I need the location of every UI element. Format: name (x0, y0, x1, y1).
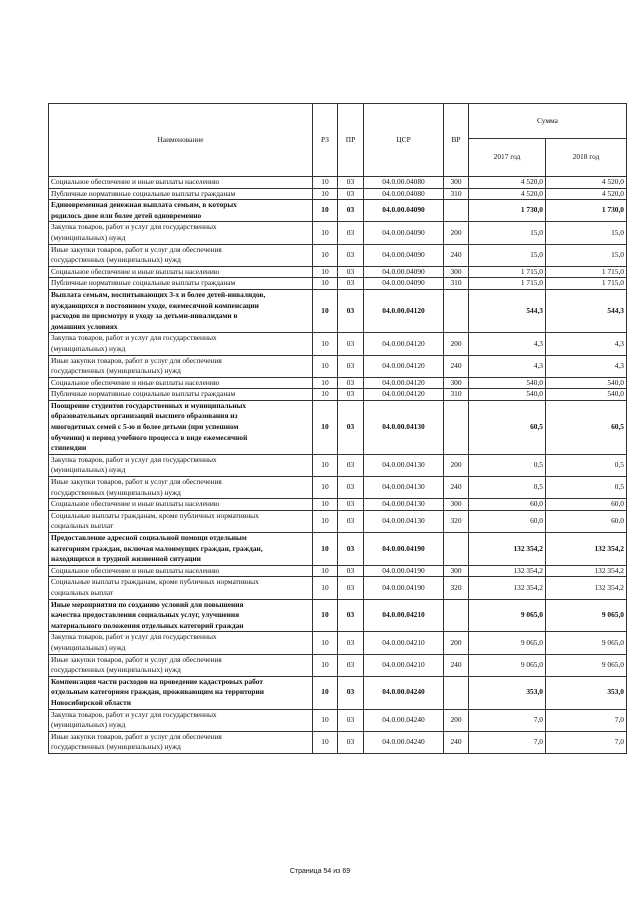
cell-pr: 03 (338, 188, 364, 200)
cell-2018: 15,0 (546, 222, 627, 244)
cell-rz: 10 (313, 289, 338, 332)
cell-vr: 300 (444, 377, 469, 389)
cell-rz: 10 (313, 499, 338, 511)
cell-rz: 10 (313, 389, 338, 401)
table-row (49, 389, 627, 401)
cell-csr: 04.0.00.04120 (364, 333, 444, 355)
cell-2017: 7,0 (469, 709, 546, 731)
cell-2017: 4 520,0 (469, 177, 546, 189)
cell-name: Социальное обеспечение и иные выплаты населению (49, 177, 313, 189)
cell-pr: 03 (338, 244, 364, 266)
cell-vr (444, 200, 469, 222)
cell-2018: 7,0 (546, 731, 627, 753)
cell-pr: 03 (338, 510, 364, 532)
table-row (49, 654, 627, 676)
cell-csr: 04.0.00.04120 (364, 377, 444, 389)
cell-vr: 310 (444, 278, 469, 290)
cell-pr: 03 (338, 565, 364, 577)
cell-vr: 300 (444, 177, 469, 189)
table-row (49, 477, 627, 499)
table-row (49, 188, 627, 200)
header-pr: ПР (338, 104, 364, 177)
cell-vr: 200 (444, 454, 469, 476)
table-row (49, 222, 627, 244)
cell-name: Закупка товаров, работ и услуг для государственных (муниципальных) нужд (49, 632, 313, 654)
cell-rz: 10 (313, 599, 338, 632)
cell-rz: 10 (313, 278, 338, 290)
cell-pr: 03 (338, 377, 364, 389)
cell-csr: 04.0.00.04130 (364, 477, 444, 499)
cell-csr: 04.0.00.04240 (364, 709, 444, 731)
table-row (49, 454, 627, 476)
cell-2017: 0,5 (469, 454, 546, 476)
cell-2017: 15,0 (469, 222, 546, 244)
cell-csr: 04.0.00.04090 (364, 200, 444, 222)
cell-name: Иные закупки товаров, работ и услуг для обеспечения государственных (муниципальных) нужд (49, 731, 313, 753)
cell-pr: 03 (338, 454, 364, 476)
cell-2018: 0,5 (546, 477, 627, 499)
cell-csr: 04.0.00.04190 (364, 533, 444, 566)
cell-csr: 04.0.00.04120 (364, 355, 444, 377)
cell-csr: 04.0.00.04090 (364, 266, 444, 278)
table-row (49, 333, 627, 355)
cell-rz: 10 (313, 577, 338, 599)
cell-rz: 10 (313, 731, 338, 753)
cell-pr: 03 (338, 477, 364, 499)
cell-rz: 10 (313, 709, 338, 731)
cell-name: Иные закупки товаров, работ и услуг для обеспечения государственных (муниципальных) нужд (49, 654, 313, 676)
cell-csr: 04.0.00.04210 (364, 632, 444, 654)
table-row-section (49, 533, 627, 566)
cell-2017: 540,0 (469, 377, 546, 389)
cell-rz: 10 (313, 454, 338, 476)
cell-csr: 04.0.00.04130 (364, 454, 444, 476)
cell-2017: 4,3 (469, 355, 546, 377)
cell-name: Социальное обеспечение и иные выплаты населению (49, 499, 313, 511)
cell-vr (444, 533, 469, 566)
cell-name: Иные мероприятия по созданию условий для повышения качества предоставления социальных услуг, улучшения материального положения отдельных категорий граждан (49, 599, 313, 632)
table-row (49, 577, 627, 599)
cell-name: Выплата семьям, воспитывающих 3-х и более детей-инвалидов, нуждающихся в постоянном уходе, ежемесячной компенсации расходов по присмотру и уходу за детьми-инвалидами в домашних условиях (49, 289, 313, 332)
cell-2018: 4,3 (546, 333, 627, 355)
cell-2017: 9 065,0 (469, 632, 546, 654)
table-row-section (49, 400, 627, 454)
cell-vr: 240 (444, 355, 469, 377)
cell-2018: 4 520,0 (546, 177, 627, 189)
cell-vr (444, 289, 469, 332)
cell-rz: 10 (313, 266, 338, 278)
cell-rz: 10 (313, 477, 338, 499)
cell-vr: 320 (444, 510, 469, 532)
cell-2017: 544,3 (469, 289, 546, 332)
cell-pr: 03 (338, 599, 364, 632)
cell-csr: 04.0.00.04240 (364, 731, 444, 753)
cell-2017: 132 354,2 (469, 533, 546, 566)
cell-rz: 10 (313, 632, 338, 654)
table-row-section (49, 676, 627, 709)
cell-2017: 7,0 (469, 731, 546, 753)
cell-csr: 04.0.00.04130 (364, 400, 444, 454)
cell-name: Иные закупки товаров, работ и услуг для обеспечения государственных (муниципальных) нужд (49, 477, 313, 499)
cell-name: Публичные нормативные социальные выплаты гражданам (49, 389, 313, 401)
table-body (49, 177, 627, 754)
cell-pr: 03 (338, 278, 364, 290)
cell-2018: 7,0 (546, 709, 627, 731)
cell-vr (444, 400, 469, 454)
cell-name: Закупка товаров, работ и услуг для государственных (муниципальных) нужд (49, 454, 313, 476)
table-row (49, 510, 627, 532)
table-row-section (49, 289, 627, 332)
cell-name: Публичные нормативные социальные выплаты гражданам (49, 188, 313, 200)
cell-pr: 03 (338, 355, 364, 377)
cell-rz: 10 (313, 333, 338, 355)
cell-pr: 03 (338, 177, 364, 189)
cell-rz: 10 (313, 177, 338, 189)
cell-vr: 310 (444, 188, 469, 200)
cell-rz: 10 (313, 222, 338, 244)
cell-name: Закупка товаров, работ и услуг для государственных (муниципальных) нужд (49, 333, 313, 355)
cell-vr: 240 (444, 477, 469, 499)
cell-2017: 540,0 (469, 389, 546, 401)
page-number: Страница 54 из 69 (289, 868, 351, 875)
cell-2018: 1 730,0 (546, 200, 627, 222)
cell-2018: 9 065,0 (546, 632, 627, 654)
cell-2018: 132 354,2 (546, 565, 627, 577)
header-csr: ЦСР (364, 104, 444, 177)
cell-name: Предоставление адресной социальной помощи отдельным категориям граждан, включая малоимущих граждан, граждан, находящихся в трудной жизненной ситуации (49, 533, 313, 566)
budget-table (48, 103, 627, 754)
cell-csr: 04.0.00.04080 (364, 188, 444, 200)
cell-vr: 320 (444, 577, 469, 599)
cell-vr: 300 (444, 266, 469, 278)
table-row (49, 266, 627, 278)
cell-rz: 10 (313, 676, 338, 709)
cell-2018: 540,0 (546, 377, 627, 389)
cell-2017: 4 520,0 (469, 188, 546, 200)
cell-name: Социальные выплаты гражданам, кроме публичных нормативных социальных выплат (49, 510, 313, 532)
cell-csr: 04.0.00.04130 (364, 510, 444, 532)
cell-2018: 353,0 (546, 676, 627, 709)
cell-2017: 0,5 (469, 477, 546, 499)
cell-2018: 15,0 (546, 244, 627, 266)
cell-name: Закупка товаров, работ и услуг для государственных (муниципальных) нужд (49, 709, 313, 731)
cell-2017: 132 354,2 (469, 577, 546, 599)
cell-rz: 10 (313, 565, 338, 577)
cell-rz: 10 (313, 533, 338, 566)
cell-pr: 03 (338, 266, 364, 278)
cell-rz: 10 (313, 355, 338, 377)
cell-pr: 03 (338, 222, 364, 244)
table-row (49, 731, 627, 753)
cell-vr: 200 (444, 632, 469, 654)
cell-csr: 04.0.00.04080 (364, 177, 444, 189)
cell-name: Закупка товаров, работ и услуг для государственных (муниципальных) нужд (49, 222, 313, 244)
cell-name: Поощрение студентов государственных и муниципальных образовательных организаций высшего образования из многодетных семей с 5-ю и более детьми (при успешном обучении) в период учебного процесса в виде ежемесячной стипендии (49, 400, 313, 454)
cell-vr: 300 (444, 499, 469, 511)
cell-csr: 04.0.00.04120 (364, 289, 444, 332)
table-header (49, 104, 627, 177)
cell-csr: 04.0.00.04240 (364, 676, 444, 709)
cell-pr: 03 (338, 676, 364, 709)
table-row (49, 278, 627, 290)
cell-2017: 9 065,0 (469, 654, 546, 676)
cell-pr: 03 (338, 333, 364, 355)
cell-name: Социальное обеспечение и иные выплаты населению (49, 266, 313, 278)
cell-name: Социальное обеспечение и иные выплаты населению (49, 377, 313, 389)
cell-vr: 300 (444, 565, 469, 577)
cell-csr: 04.0.00.04210 (364, 599, 444, 632)
header-2018: 2018 год (546, 139, 627, 177)
cell-2017: 60,5 (469, 400, 546, 454)
cell-rz: 10 (313, 200, 338, 222)
cell-rz: 10 (313, 188, 338, 200)
cell-name: Публичные нормативные социальные выплаты гражданам (49, 278, 313, 290)
cell-vr (444, 676, 469, 709)
cell-pr: 03 (338, 577, 364, 599)
table-row (49, 177, 627, 189)
table-row (49, 632, 627, 654)
cell-pr: 03 (338, 289, 364, 332)
table-row (49, 377, 627, 389)
cell-csr: 04.0.00.04090 (364, 244, 444, 266)
cell-2018: 9 065,0 (546, 599, 627, 632)
cell-pr: 03 (338, 200, 364, 222)
table-row (49, 499, 627, 511)
cell-pr: 03 (338, 731, 364, 753)
cell-rz: 10 (313, 244, 338, 266)
header-name: Наименование (49, 104, 313, 177)
cell-csr: 04.0.00.04190 (364, 565, 444, 577)
cell-csr: 04.0.00.04090 (364, 222, 444, 244)
cell-rz: 10 (313, 377, 338, 389)
header-rz: РЗ (313, 104, 338, 177)
cell-vr: 240 (444, 244, 469, 266)
cell-2017: 60,0 (469, 510, 546, 532)
cell-vr: 200 (444, 222, 469, 244)
cell-2017: 1 715,0 (469, 278, 546, 290)
header-2017: 2017 год (469, 139, 546, 177)
table-row (49, 244, 627, 266)
cell-csr: 04.0.00.04190 (364, 577, 444, 599)
cell-2018: 60,0 (546, 510, 627, 532)
cell-2017: 60,0 (469, 499, 546, 511)
cell-csr: 04.0.00.04120 (364, 389, 444, 401)
cell-name: Компенсация части расходов на проведение кадастровых работ отдельным категориям граждан, проживающим на территории Новосибирской области (49, 676, 313, 709)
cell-2018: 1 715,0 (546, 266, 627, 278)
cell-rz: 10 (313, 510, 338, 532)
cell-pr: 03 (338, 709, 364, 731)
cell-2018: 1 715,0 (546, 278, 627, 290)
cell-2017: 9 065,0 (469, 599, 546, 632)
cell-rz: 10 (313, 654, 338, 676)
cell-2017: 1 730,0 (469, 200, 546, 222)
cell-2017: 4,3 (469, 333, 546, 355)
cell-pr: 03 (338, 499, 364, 511)
cell-name: Единовременная денежная выплата семьям, в которых родилось двое или более детей одновременно (49, 200, 313, 222)
cell-2018: 0,5 (546, 454, 627, 476)
cell-2018: 4 520,0 (546, 188, 627, 200)
cell-2018: 132 354,2 (546, 533, 627, 566)
table-row (49, 355, 627, 377)
cell-vr: 240 (444, 654, 469, 676)
table-row-section (49, 200, 627, 222)
cell-csr: 04.0.00.04130 (364, 499, 444, 511)
cell-2018: 9 065,0 (546, 654, 627, 676)
cell-2018: 4,3 (546, 355, 627, 377)
header-sum: Сумма (469, 104, 627, 139)
cell-2018: 60,5 (546, 400, 627, 454)
cell-name: Иные закупки товаров, работ и услуг для обеспечения государственных (муниципальных) нужд (49, 244, 313, 266)
cell-csr: 04.0.00.04210 (364, 654, 444, 676)
cell-pr: 03 (338, 533, 364, 566)
cell-2017: 353,0 (469, 676, 546, 709)
cell-name: Социальные выплаты гражданам, кроме публичных нормативных социальных выплат (49, 577, 313, 599)
cell-2018: 132 354,2 (546, 577, 627, 599)
cell-pr: 03 (338, 400, 364, 454)
cell-2017: 132 354,2 (469, 565, 546, 577)
table-row-section (49, 599, 627, 632)
table-row (49, 709, 627, 731)
cell-name: Иные закупки товаров, работ и услуг для обеспечения государственных (муниципальных) нужд (49, 355, 313, 377)
cell-2018: 544,3 (546, 289, 627, 332)
cell-csr: 04.0.00.04090 (364, 278, 444, 290)
cell-2018: 540,0 (546, 389, 627, 401)
header-vr: ВР (444, 104, 469, 177)
cell-vr: 200 (444, 333, 469, 355)
cell-rz: 10 (313, 400, 338, 454)
cell-2017: 1 715,0 (469, 266, 546, 278)
cell-pr: 03 (338, 654, 364, 676)
cell-vr: 200 (444, 709, 469, 731)
cell-2017: 15,0 (469, 244, 546, 266)
cell-2018: 60,0 (546, 499, 627, 511)
cell-pr: 03 (338, 632, 364, 654)
cell-vr (444, 599, 469, 632)
cell-pr: 03 (338, 389, 364, 401)
cell-vr: 310 (444, 389, 469, 401)
table-row (49, 565, 627, 577)
cell-name: Социальное обеспечение и иные выплаты населению (49, 565, 313, 577)
cell-vr: 240 (444, 731, 469, 753)
